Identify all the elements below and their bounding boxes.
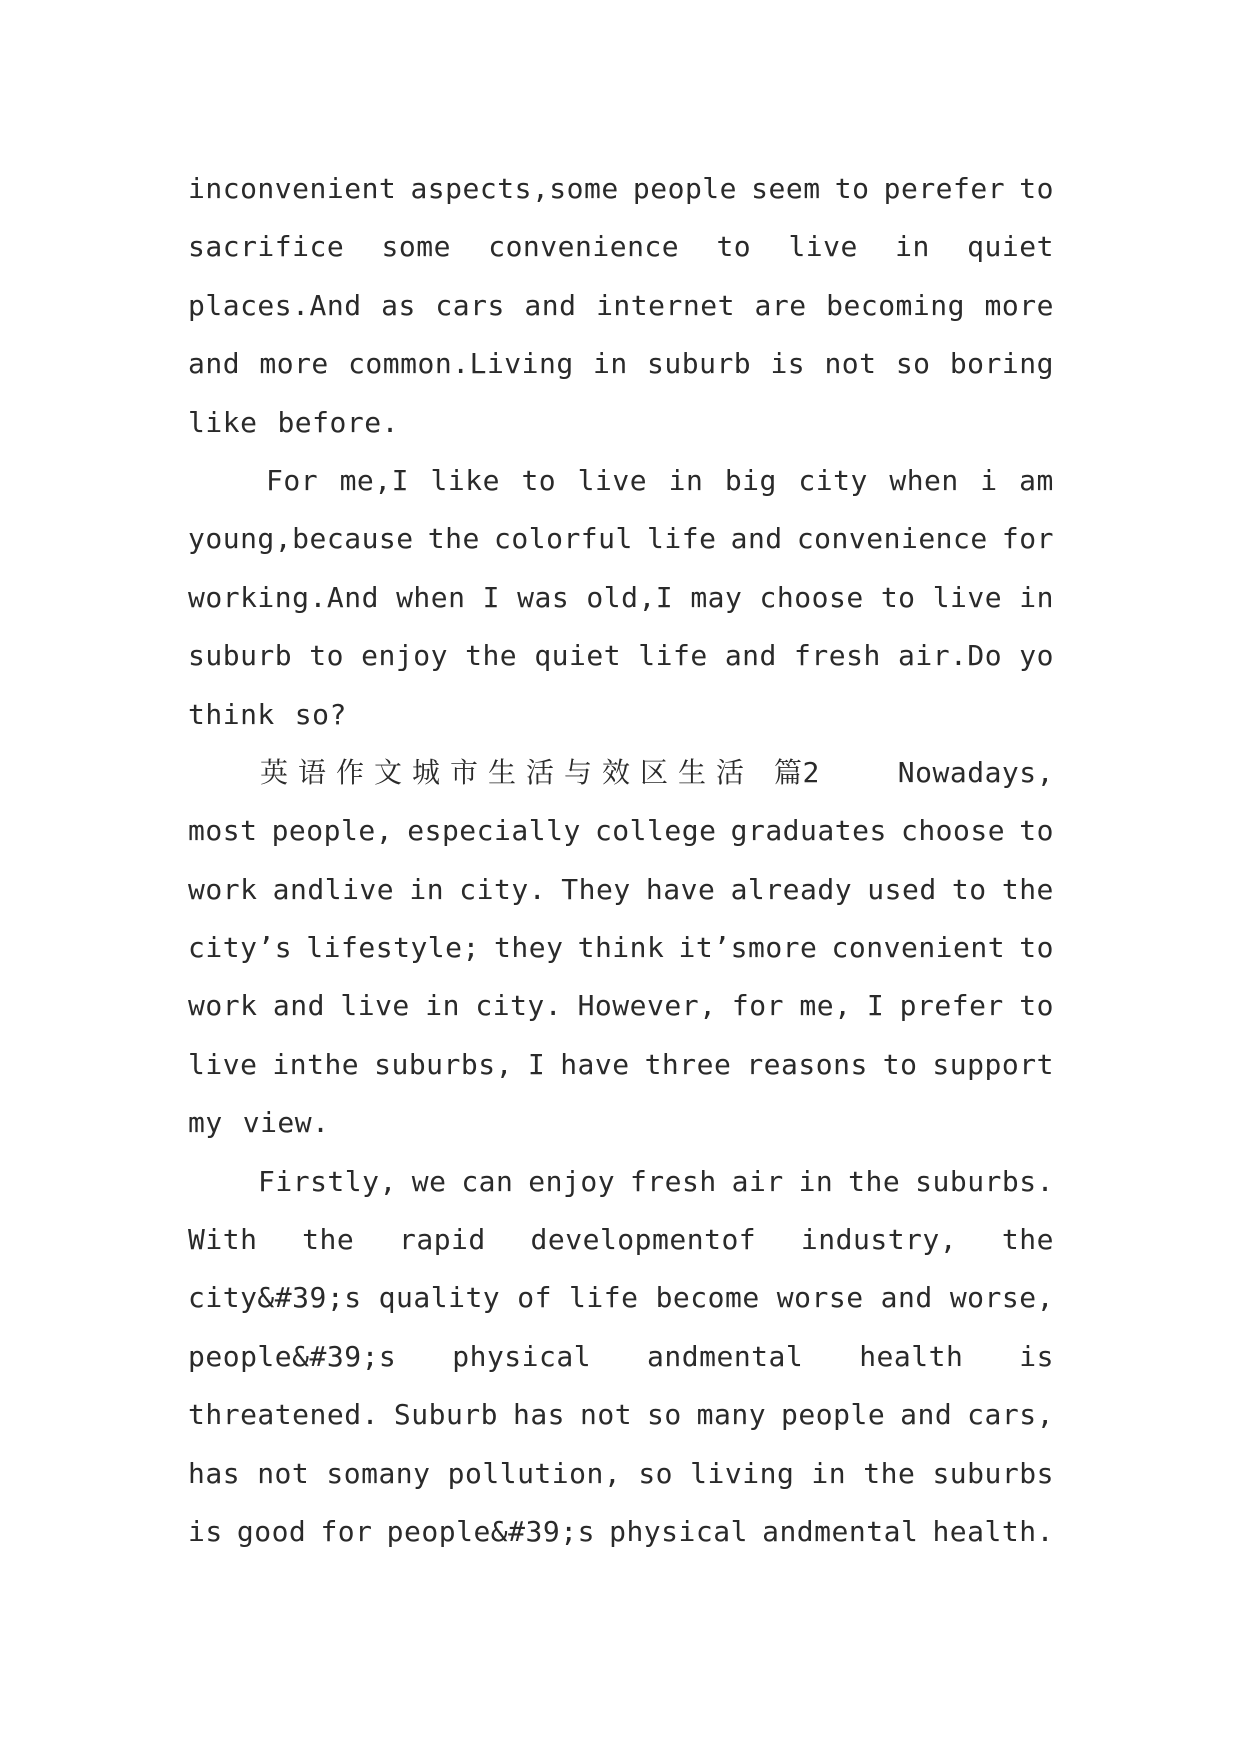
- word: the: [848, 1164, 901, 1198]
- word: and: [188, 347, 241, 381]
- word: air: [731, 1164, 784, 1198]
- word: yo: [1019, 639, 1054, 673]
- word: may: [690, 580, 743, 614]
- word: me,I: [339, 463, 410, 497]
- word: prefer: [899, 989, 1004, 1023]
- text-line: [188, 919, 1054, 977]
- word: andmental: [647, 1339, 804, 1373]
- word: college: [594, 814, 717, 848]
- word: Firstly,: [258, 1164, 397, 1198]
- word: aspects,some: [410, 172, 619, 205]
- word: suburbs: [932, 1456, 1054, 1490]
- word: i: [980, 463, 998, 497]
- word: view.: [242, 1106, 330, 1140]
- text-line: [188, 1445, 1054, 1503]
- word: work: [188, 989, 258, 1023]
- word: me,: [799, 989, 852, 1023]
- word: to: [309, 639, 345, 673]
- word: in: [798, 1164, 834, 1198]
- text-line: [188, 1036, 1054, 1094]
- word: live: [577, 463, 648, 497]
- word: to: [880, 580, 916, 614]
- text-line: [188, 394, 1054, 452]
- text-line: [188, 1211, 1054, 1269]
- word: people: [632, 172, 738, 205]
- word: suburb: [647, 347, 752, 381]
- word: For: [266, 463, 319, 497]
- word: like: [188, 405, 258, 439]
- word: many: [696, 1398, 767, 1432]
- word: quiet: [534, 639, 622, 673]
- word: as: [381, 288, 416, 322]
- word: the: [863, 1456, 916, 1490]
- word: of: [517, 1281, 552, 1315]
- word: to: [1019, 814, 1054, 848]
- word: industry,: [800, 1223, 958, 1257]
- word: convenience: [488, 230, 680, 264]
- word: sacrifice: [188, 230, 345, 264]
- word: is: [770, 347, 806, 381]
- word: to: [1019, 931, 1054, 965]
- word: people: [781, 1398, 886, 1432]
- word: in: [425, 989, 460, 1023]
- word: becoming: [826, 288, 965, 322]
- word: is: [188, 1514, 223, 1548]
- word: become: [655, 1281, 760, 1315]
- word: worse: [776, 1281, 864, 1315]
- text-line: [188, 861, 1054, 919]
- word: convenience: [796, 522, 988, 556]
- word: and: [724, 639, 777, 673]
- word: to: [834, 172, 870, 205]
- word: we: [411, 1164, 447, 1198]
- word: common.Living: [348, 347, 574, 381]
- text-line: [188, 510, 1054, 568]
- word: life: [569, 1281, 639, 1315]
- word: lifestyle;: [306, 931, 480, 965]
- word: Nowadays,: [897, 755, 1054, 789]
- word: boring: [949, 347, 1054, 381]
- text-line: [188, 1503, 1054, 1561]
- word: people&#39;s: [188, 1339, 397, 1373]
- word: health: [859, 1339, 964, 1373]
- word: quality: [378, 1281, 501, 1315]
- word: so: [895, 347, 931, 381]
- word: inconvenient: [188, 172, 397, 205]
- word: when: [889, 463, 959, 497]
- word: city.: [459, 872, 547, 906]
- word: suburbs,: [374, 1047, 513, 1081]
- word: city: [798, 463, 868, 497]
- word: andmental: [762, 1514, 919, 1548]
- word: city.: [475, 989, 563, 1023]
- word: and: [730, 522, 783, 556]
- document-body: [188, 160, 1054, 1561]
- text-line: [188, 160, 1054, 218]
- word: for: [320, 1514, 373, 1548]
- word: my: [188, 1106, 223, 1140]
- word: good: [236, 1514, 307, 1548]
- word: pollution,: [447, 1456, 622, 1490]
- word: am: [1019, 463, 1054, 497]
- word: quiet: [967, 230, 1054, 264]
- word: graduates: [730, 814, 887, 848]
- word: live: [932, 580, 1003, 614]
- word: have: [645, 872, 716, 906]
- word: colorful: [494, 522, 633, 556]
- word: to: [521, 463, 557, 497]
- word: when: [396, 580, 466, 614]
- word: they: [494, 931, 564, 965]
- word: in: [811, 1456, 847, 1490]
- text-line: [188, 744, 1054, 802]
- word: physical: [609, 1514, 748, 1548]
- word: health.: [932, 1514, 1054, 1548]
- word: suburbs.: [915, 1164, 1054, 1198]
- word: not: [257, 1456, 310, 1490]
- word: is: [1019, 1339, 1054, 1373]
- section-heading: 英语作文城市生活与效区生活: [260, 755, 755, 789]
- word: the: [427, 522, 480, 556]
- word: threatened.: [188, 1398, 379, 1432]
- word: live: [340, 989, 410, 1023]
- word: live: [788, 230, 858, 264]
- word: life: [647, 522, 717, 556]
- word: fresh: [629, 1164, 717, 1198]
- word: the: [1001, 1223, 1054, 1257]
- text-line: [188, 452, 1054, 510]
- word: and: [272, 989, 325, 1023]
- word: convenient: [831, 931, 1006, 965]
- word: especially: [407, 814, 581, 848]
- text-line: [188, 335, 1054, 393]
- word: I: [482, 580, 501, 614]
- word: However,: [577, 989, 717, 1023]
- word: fresh: [794, 639, 881, 673]
- word: places.And: [188, 288, 362, 322]
- text-line: [188, 1328, 1054, 1386]
- word: can: [461, 1164, 514, 1198]
- text-line: [188, 1153, 1054, 1211]
- word: already: [730, 872, 853, 906]
- word: old,I: [586, 580, 674, 614]
- text-line: [188, 627, 1054, 685]
- word: to: [951, 872, 987, 906]
- word: in: [1019, 580, 1054, 614]
- word: to: [716, 230, 752, 264]
- word: so: [647, 1398, 682, 1432]
- word: for: [1001, 522, 1054, 556]
- word: not: [824, 347, 877, 381]
- word: work: [188, 872, 258, 906]
- word: choose: [759, 580, 864, 614]
- word: to: [882, 1047, 918, 1081]
- word: most: [188, 814, 258, 848]
- word: worse,: [949, 1281, 1054, 1315]
- word: has: [188, 1456, 241, 1490]
- word: some: [381, 230, 451, 264]
- word: enjoy: [361, 639, 448, 673]
- text-line: [188, 218, 1054, 276]
- word: has: [512, 1398, 566, 1432]
- word: so?: [294, 697, 347, 731]
- word: I: [527, 1047, 546, 1081]
- word: choose: [900, 814, 1006, 848]
- word: have: [560, 1047, 630, 1081]
- word: enjoy: [528, 1164, 616, 1198]
- word: not: [579, 1398, 633, 1432]
- word: in: [895, 230, 930, 264]
- word: the: [1001, 872, 1054, 906]
- word: andlive: [272, 872, 395, 906]
- word: working.And: [188, 580, 379, 614]
- word: used: [867, 872, 937, 906]
- word: think: [188, 697, 275, 731]
- word: to: [1019, 989, 1054, 1023]
- word: it’smore: [678, 931, 818, 965]
- word: city’s: [188, 931, 293, 965]
- word: in: [668, 463, 704, 497]
- word: physical: [452, 1339, 592, 1373]
- word: like: [430, 463, 500, 497]
- word: air.Do: [897, 639, 1003, 673]
- text-line: [188, 802, 1054, 860]
- word: inthe: [272, 1047, 360, 1081]
- text-line: [188, 277, 1054, 335]
- word: more: [984, 288, 1054, 322]
- text-line: [188, 1386, 1054, 1444]
- word: city&#39;s: [188, 1281, 362, 1315]
- word: life: [638, 639, 708, 673]
- text-line: [188, 1094, 1054, 1152]
- word: cars: [435, 288, 505, 322]
- text-line: [188, 1269, 1054, 1327]
- word: to: [1019, 172, 1054, 205]
- word: reasons: [746, 1047, 868, 1081]
- word: people&#39;s: [386, 1514, 595, 1548]
- word: With: [188, 1223, 258, 1257]
- word: are: [754, 288, 807, 322]
- word: for: [731, 989, 784, 1023]
- word: They: [561, 872, 631, 906]
- word: living: [690, 1456, 795, 1490]
- word: suburb: [188, 639, 293, 673]
- word: in: [409, 872, 445, 906]
- word: somany: [326, 1456, 431, 1490]
- word: I: [866, 989, 885, 1023]
- section-heading-number: 篇2: [774, 755, 820, 789]
- word: and: [880, 1281, 933, 1315]
- text-line: [188, 569, 1054, 627]
- text-line: [188, 686, 1054, 744]
- word: so: [638, 1456, 674, 1490]
- word: more: [259, 347, 329, 381]
- word: rapid: [398, 1223, 486, 1257]
- word: young,because: [188, 522, 414, 556]
- word: was: [517, 580, 570, 614]
- word: cars,: [967, 1398, 1054, 1432]
- word: internet: [596, 288, 735, 322]
- word: and: [524, 288, 577, 322]
- word: the: [302, 1223, 355, 1257]
- word: in: [593, 347, 628, 381]
- word: big: [724, 463, 777, 497]
- word: perefer: [883, 172, 1006, 205]
- word: and: [900, 1398, 953, 1432]
- word: Suburb: [393, 1398, 499, 1432]
- word: the: [465, 639, 518, 673]
- word: live: [188, 1047, 258, 1081]
- word: before.: [277, 405, 399, 439]
- text-line: [188, 977, 1054, 1035]
- word: developmentof: [530, 1223, 757, 1257]
- word: three: [644, 1047, 732, 1081]
- word: people,: [271, 814, 394, 848]
- word: support: [932, 1047, 1054, 1081]
- word: seem: [751, 172, 821, 205]
- word: think: [577, 931, 665, 965]
